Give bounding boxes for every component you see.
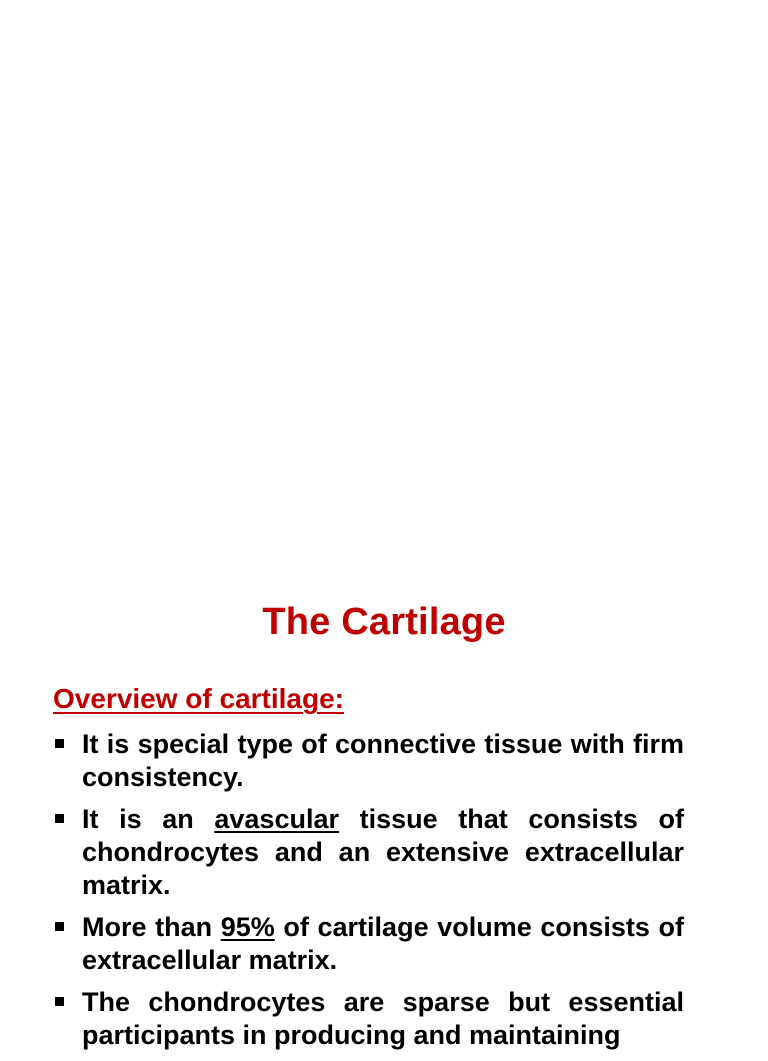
square-bullet-icon <box>55 739 64 748</box>
bullet-text-start: More than <box>82 912 221 942</box>
square-bullet-icon <box>55 997 64 1006</box>
section-heading: Overview of cartilage: <box>53 683 345 714</box>
bullet-text-end: of cartilage volume consists of extracellular matrix. <box>82 912 684 975</box>
bullet-item <box>53 986 684 1052</box>
bullet-item <box>53 911 684 977</box>
slide-title: The Cartilage <box>262 601 506 643</box>
bullet-item <box>53 728 684 794</box>
square-bullet-icon <box>55 814 64 823</box>
underlined-term: avascular <box>214 804 339 834</box>
underlined-term: 95% <box>220 912 275 942</box>
square-bullet-icon <box>55 922 64 931</box>
bullet-text-start: It is an <box>82 804 215 834</box>
bullet-list <box>53 728 684 1061</box>
bullet-text: It is special type of connective tissue with firm consistency. <box>82 729 684 792</box>
bullet-item <box>53 803 684 902</box>
bullet-text-end: tissue that consists of chondrocytes and an extensive extracellular matrix. <box>82 804 684 900</box>
bullet-text: The chondrocytes are sparse but essential participants in producing and maintaining <box>82 987 684 1050</box>
